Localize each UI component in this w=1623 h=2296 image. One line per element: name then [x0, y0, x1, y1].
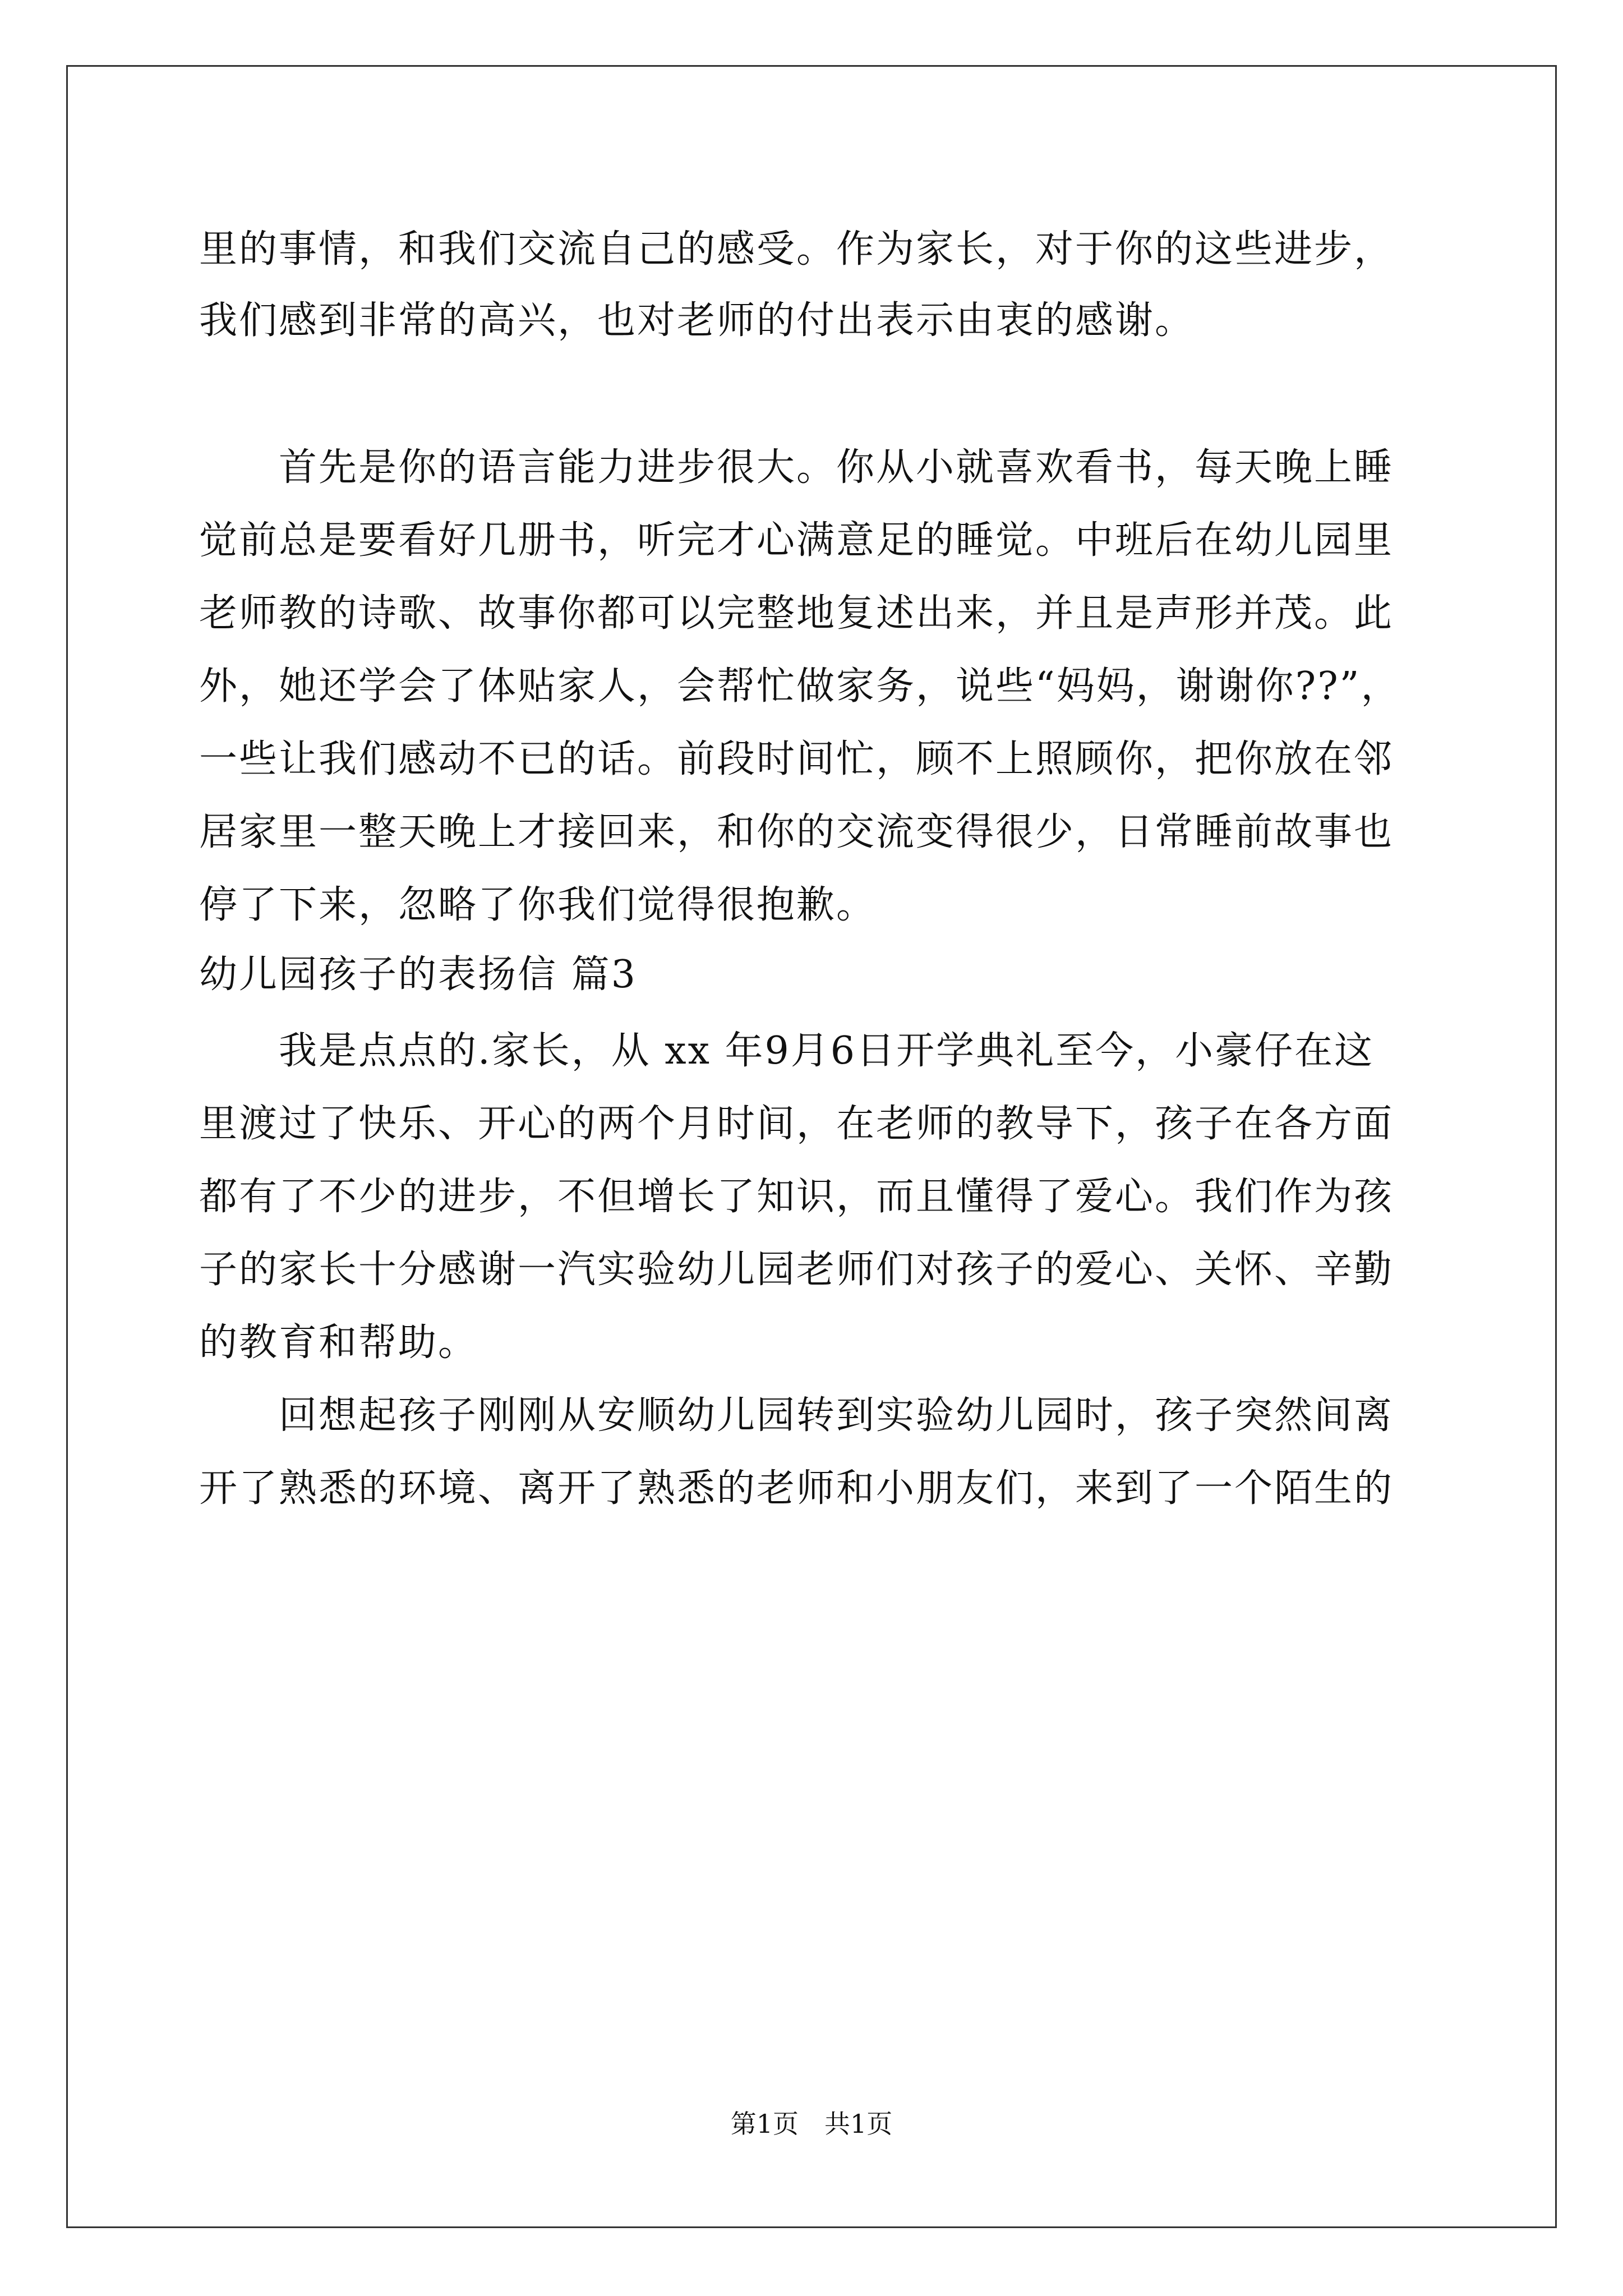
body-line-2: 我们感到非常的高兴，也对老师的付出表示由衷的感谢。 [199, 298, 1195, 343]
body-line-10: 我是点点的.家长，从 xx 年9月6日开学典礼至今，小豪仔在这 [199, 1029, 1375, 1073]
body-line-12: 都有了不少的进步，不但增长了知识，而且懂得了爱心。我们作为孩 [199, 1175, 1394, 1219]
body-line-16: 开了熟悉的环境、离开了熟悉的老师和小朋友们，来到了一个陌生的 [199, 1466, 1394, 1511]
body-line-3: 首先是你的语言能力进步很大。你从小就喜欢看书，每天晚上睡 [199, 445, 1394, 490]
body-line-4: 觉前总是要看好几册书，听完才心满意足的睡觉。中班后在幼儿园里 [199, 518, 1394, 563]
body-line-1: 里的事情，和我们交流自己的感受。作为家长，对于你的这些进步， [199, 227, 1394, 272]
page-border [66, 65, 1557, 2228]
body-line-9: 停了下来，忽略了你我们觉得很抱歉。 [199, 883, 877, 927]
body-line-5: 老师教的诗歌、故事你都可以完整地复述出来，并且是声形并茂。此 [199, 591, 1394, 636]
body-line-6: 外，她还学会了体贴家人，会帮忙做家务，说些“妈妈，谢谢你??”， [199, 664, 1401, 708]
body-line-11: 里渡过了快乐、开心的两个月时间，在老师的教导下，孩子在各方面 [199, 1102, 1394, 1146]
page-footer: 第1页 共1页 [730, 2109, 893, 2139]
body-line-15: 回想起孩子刚刚从安顺幼儿园转到实验幼儿园时，孩子突然间离 [199, 1393, 1394, 1438]
body-line-13: 子的家长十分感谢一汽实验幼儿园老师们对孩子的爱心、关怀、辛勤 [199, 1248, 1394, 1292]
section-heading: 幼儿园孩子的表扬信 篇3 [199, 953, 637, 997]
body-line-7: 一些让我们感动不已的话。前段时间忙，顾不上照顾你，把你放在邻 [199, 737, 1394, 781]
body-line-14: 的教育和帮助。 [199, 1320, 478, 1365]
body-line-8: 居家里一整天晚上才接回来，和你的交流变得很少，日常睡前故事也 [199, 810, 1394, 854]
